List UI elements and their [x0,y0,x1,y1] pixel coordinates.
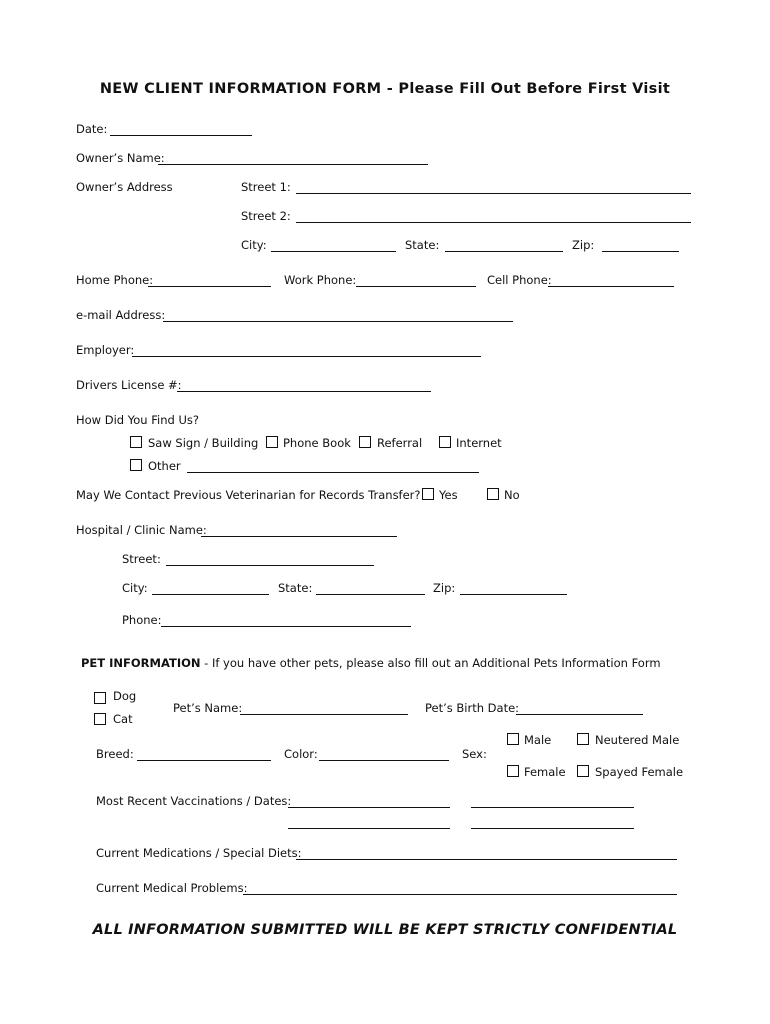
vaccination-field-3[interactable] [288,828,450,829]
home-phone-label: Home Phone: [76,273,154,287]
pet-section-note: - If you have other pets, please also fill out an Additional Pets Information Form [204,656,661,670]
spayed-female-label: Spayed Female [595,765,684,779]
sex-label: Sex: [462,747,487,761]
referral-checkbox[interactable] [359,436,371,448]
employer-field[interactable] [132,356,481,357]
zip-field[interactable] [602,251,679,252]
hospital-city-field[interactable] [152,594,269,595]
pet-name-label: Pet’s Name: [173,701,243,715]
neutered-male-label: Neutered Male [595,733,680,747]
owner-name-field[interactable] [158,164,428,165]
internet-checkbox[interactable] [439,436,451,448]
records-question: May We Contact Previous Veterinarian for Records Transfer? [76,488,421,502]
vaccination-field-4[interactable] [471,828,634,829]
email-field[interactable] [163,321,513,322]
color-field[interactable] [319,760,449,761]
phone-book-label: Phone Book [283,436,351,450]
female-checkbox[interactable] [507,765,519,777]
pet-name-field[interactable] [240,714,408,715]
hospital-state-label: State: [278,581,313,595]
work-phone-label: Work Phone: [284,273,357,287]
city-label: City: [241,238,267,252]
medications-field[interactable] [296,859,677,860]
cat-checkbox[interactable] [94,713,106,725]
color-label: Color: [284,747,318,761]
saw-sign-checkbox[interactable] [130,436,142,448]
city-field[interactable] [271,251,396,252]
records-no-label: No [504,488,520,502]
saw-sign-label: Saw Sign / Building [148,436,259,450]
hospital-phone-field[interactable] [161,626,411,627]
breed-label: Breed: [96,747,134,761]
dog-label: Dog [113,689,137,703]
hospital-street-label: Street: [122,552,161,566]
medications-label: Current Medications / Special Diets: [96,846,302,860]
records-yes-checkbox[interactable] [422,488,434,500]
records-yes-label: Yes [439,488,458,502]
zip-label: Zip: [572,238,595,252]
home-phone-field[interactable] [148,286,271,287]
form-title: NEW CLIENT INFORMATION FORM - Please Fill Out Before First Visit [99,81,671,97]
owner-name-label: Owner’s Name: [76,151,165,165]
pet-section-heading [81,656,661,670]
pet-birth-field[interactable] [516,714,643,715]
hospital-name-label: Hospital / Clinic Name: [76,523,207,537]
male-checkbox[interactable] [507,733,519,745]
other-checkbox[interactable] [130,459,142,471]
hospital-zip-label: Zip: [433,581,456,595]
dog-checkbox[interactable] [94,692,106,704]
owner-address-label: Owner’s Address [76,180,173,194]
pet-birth-label: Pet’s Birth Date: [425,701,520,715]
email-label: e-mail Address: [76,308,166,322]
vaccinations-label: Most Recent Vaccinations / Dates: [96,794,292,808]
cell-phone-field[interactable] [548,286,674,287]
find-us-question: How Did You Find Us? [76,413,199,427]
female-label: Female [524,765,566,779]
cat-label: Cat [113,712,133,726]
records-no-checkbox[interactable] [487,488,499,500]
breed-field[interactable] [137,760,271,761]
vaccination-field-2[interactable] [471,807,634,808]
neutered-male-checkbox[interactable] [577,733,589,745]
hospital-city-label: City: [122,581,148,595]
date-field[interactable] [110,135,252,136]
license-label: Drivers License #: [76,378,182,392]
street1-field[interactable] [296,193,691,194]
hospital-name-field[interactable] [201,536,397,537]
other-label: Other [148,459,181,473]
hospital-phone-label: Phone: [122,613,162,627]
phone-book-checkbox[interactable] [266,436,278,448]
employer-label: Employer: [76,343,135,357]
street2-field[interactable] [296,222,691,223]
license-field[interactable] [177,391,431,392]
vaccination-field-1[interactable] [288,807,450,808]
pet-section-title: PET INFORMATION [81,656,201,670]
state-label: State: [405,238,440,252]
cell-phone-label: Cell Phone: [487,273,552,287]
state-field[interactable] [445,251,563,252]
confidential-notice: ALL INFORMATION SUBMITTED WILL BE KEPT STRICTLY CONFIDENTIAL [92,922,678,938]
internet-label: Internet [456,436,502,450]
medical-problems-field[interactable] [243,894,677,895]
street2-label: Street 2: [241,209,291,223]
work-phone-field[interactable] [356,286,476,287]
hospital-zip-field[interactable] [460,594,567,595]
hospital-state-field[interactable] [316,594,425,595]
spayed-female-checkbox[interactable] [577,765,589,777]
medical-problems-label: Current Medical Problems: [96,881,248,895]
date-label: Date: [76,122,108,136]
hospital-street-field[interactable] [166,565,374,566]
male-label: Male [524,733,552,747]
street1-label: Street 1: [241,180,291,194]
referral-label: Referral [377,436,423,450]
other-field[interactable] [187,472,479,473]
